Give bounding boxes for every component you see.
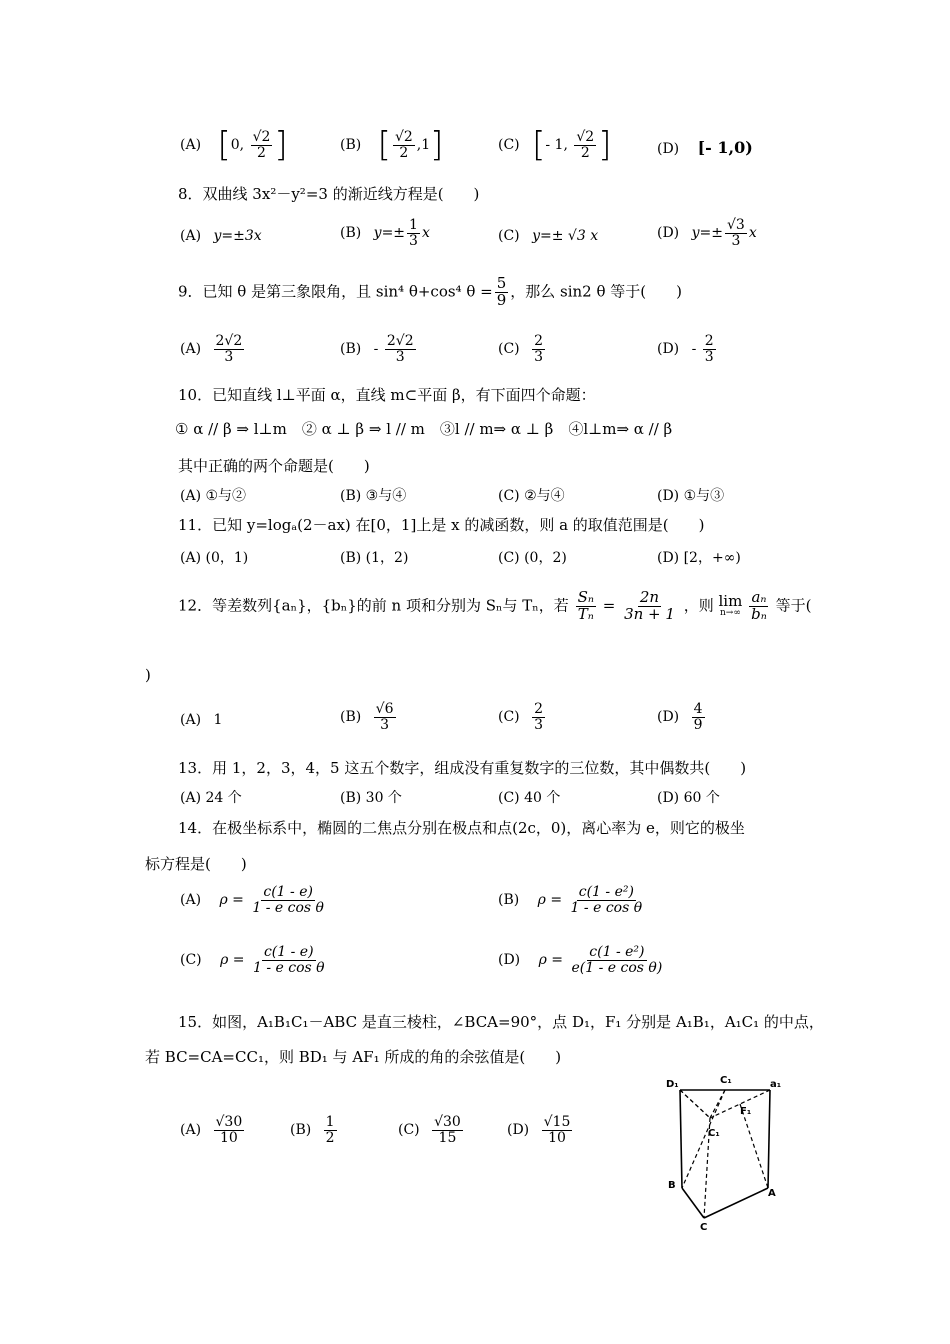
q14-option-a: (A) ρ = $\frac{c(1 - e)}{\text{1 - e cos θ}}$ bbox=[180, 884, 324, 916]
q11-option-b: (B) (1，2) bbox=[340, 550, 409, 566]
q7-option-a: (A) [0, $\frac{√2}{2}$ ] bbox=[180, 125, 288, 165]
q10-option-d: (D) ①与③ bbox=[657, 488, 725, 504]
edge-top-1 bbox=[680, 1090, 710, 1118]
q13-option-a: (A) 24 个 bbox=[180, 790, 242, 806]
q9-option-a: (A) $\frac{2√2}{3}$ bbox=[180, 333, 243, 365]
q15-option-c: (C) $\frac{√30}{15}$ bbox=[398, 1114, 461, 1146]
q10-option-b: (B) ③与④ bbox=[340, 488, 407, 504]
segment-bd1 bbox=[682, 1090, 725, 1188]
q8-option-d: (D) y=± $\frac{√3}{3}$ x bbox=[657, 217, 757, 249]
q14-stem-line1: 14．在极坐标系中，椭圆的二焦点分别在极点和点(2c，0)，离心率为 e，则它的极坐 bbox=[178, 819, 745, 837]
q8-option-a: (A) y=±3x bbox=[180, 228, 262, 244]
q7-option-d: (D) [- 1,0) bbox=[657, 138, 753, 157]
q15-option-b: (B) $\frac{1}{2}$ bbox=[290, 1114, 335, 1146]
q10-option-c: (C) ②与④ bbox=[498, 488, 565, 504]
label-f1: F₁ bbox=[740, 1106, 752, 1117]
q12-stem: 12．等差数列{aₙ}，{bₙ}的前 n 项和分别为 Sₙ与 Tₙ，若 $\frac{\text{Sₙ}}{\text{Tₙ}}$ = $\frac{2n}{3n + 1}$ ，则 lim n→∞ $\frac{\text{aₙ}}{\text{bₙ}}$ 等于( bbox=[178, 588, 812, 623]
q9-option-d: (D) - $\frac{2}{3}$ bbox=[657, 333, 714, 365]
label-a1: a₁ bbox=[770, 1079, 782, 1090]
q12-option-c: (C) $\frac{2}{3}$ bbox=[498, 701, 544, 733]
q15-option-d: (D) $\frac{√15}{10}$ bbox=[507, 1114, 571, 1146]
label-c1: C₁ bbox=[708, 1128, 720, 1139]
q15-option-a: (A) $\frac{√30}{10}$ bbox=[180, 1114, 243, 1146]
q8-option-c: (C) y=± √3 x bbox=[498, 228, 599, 244]
q10-propositions: ① α // β ⇒ l⊥m ② α ⊥ β ⇒ l // m ③l // m⇒ α ⊥ β ④l⊥m⇒ α // β bbox=[175, 420, 673, 438]
label-d1: D₁ bbox=[666, 1079, 679, 1090]
q9-stem: 9．已知 θ 是第三象限角，且 sin⁴ θ+cos⁴ θ = $\frac{5}{9}$ ，那么 sin2 θ 等于( ) bbox=[178, 274, 682, 309]
q14-option-c: (C) ρ = $\frac{c(1 - e)}{\text{1 - e cos θ}}$ bbox=[180, 944, 325, 976]
q11-stem: 11．已知 y=logₐ(2－ax) 在[0，1]上是 x 的减函数，则 a 的取值范围是( ) bbox=[178, 516, 705, 534]
q12-close-paren: ) bbox=[145, 666, 151, 684]
edge-b-c bbox=[682, 1188, 704, 1218]
label-c: C bbox=[700, 1222, 708, 1233]
q13-stem: 13．用 1，2，3，4，5 这五个数字，组成没有重复数字的三位数，其中偶数共( ) bbox=[178, 759, 747, 777]
q12-option-a: (A) 1 bbox=[180, 712, 223, 728]
q13-option-b: (B) 30 个 bbox=[340, 790, 402, 806]
label-b: B bbox=[668, 1180, 676, 1191]
q11-option-c: (C) (0，2) bbox=[498, 550, 567, 566]
q14-stem-line2: 标方程是( ) bbox=[145, 855, 247, 873]
q11-option-d: (D) [2，+∞) bbox=[657, 550, 741, 566]
q10-option-a: (A) ①与② bbox=[180, 488, 247, 504]
q13-option-d: (D) 60 个 bbox=[657, 790, 720, 806]
q14-option-d: (D) ρ = $\frac{\text{c(1 - e²)}}{\text{e(1 - e cos θ)}}$ bbox=[498, 944, 663, 976]
prism-figure bbox=[660, 1070, 790, 1235]
label-a: A bbox=[768, 1188, 776, 1199]
q9-option-b: (B) - $\frac{2√2}{3}$ bbox=[340, 333, 414, 365]
q10-stem: 10．已知直线 l⊥平面 α，直线 m⊂平面 β，有下面四个命题： bbox=[178, 386, 596, 404]
label-c1-top: C₁ bbox=[720, 1075, 732, 1086]
q12-option-b: (B) $\frac{√6}{3}$ bbox=[340, 701, 394, 733]
q7-option-b: (B) [ $\frac{√2}{2}$ ,1] bbox=[340, 125, 444, 165]
q9-option-c: (C) $\frac{2}{3}$ bbox=[498, 333, 544, 365]
edge-b1-c1 bbox=[680, 1090, 710, 1118]
q15-stem-line1: 15．如图，A₁B₁C₁－ABC 是直三棱柱，∠BCA=90°，点 D₁，F₁ 分别是 A₁B₁，A₁C₁ 的中点， bbox=[178, 1013, 824, 1031]
q11-option-a: (A) (0，1) bbox=[180, 550, 249, 566]
q13-option-c: (C) 40 个 bbox=[498, 790, 561, 806]
q8-option-b: (B) y=± $\frac{1}{3}$ x bbox=[340, 217, 430, 249]
edge-b1-b bbox=[680, 1090, 682, 1188]
prism-hidden-edges bbox=[680, 1090, 770, 1218]
q14-option-b: (B) ρ = $\frac{\text{c(1 - e²)}}{\text{1 - e cos θ}}$ bbox=[498, 884, 643, 916]
q15-stem-line2: 若 BC=CA=CC₁，则 BD₁ 与 AF₁ 所成的角的余弦值是( ) bbox=[145, 1048, 562, 1066]
edge-a1-a bbox=[768, 1090, 770, 1188]
q8-stem: 8．双曲线 3x²－y²=3 的渐近线方程是( ) bbox=[178, 185, 480, 203]
edge-top-2 bbox=[710, 1090, 725, 1118]
q12-option-d: (D) $\frac{4}{9}$ bbox=[657, 701, 703, 733]
edge-c-a bbox=[704, 1188, 768, 1218]
q10-ask: 其中正确的两个命题是( ) bbox=[178, 457, 370, 475]
q7-option-c: (C) [- 1, $\frac{√2}{2}$ ] bbox=[498, 125, 612, 165]
